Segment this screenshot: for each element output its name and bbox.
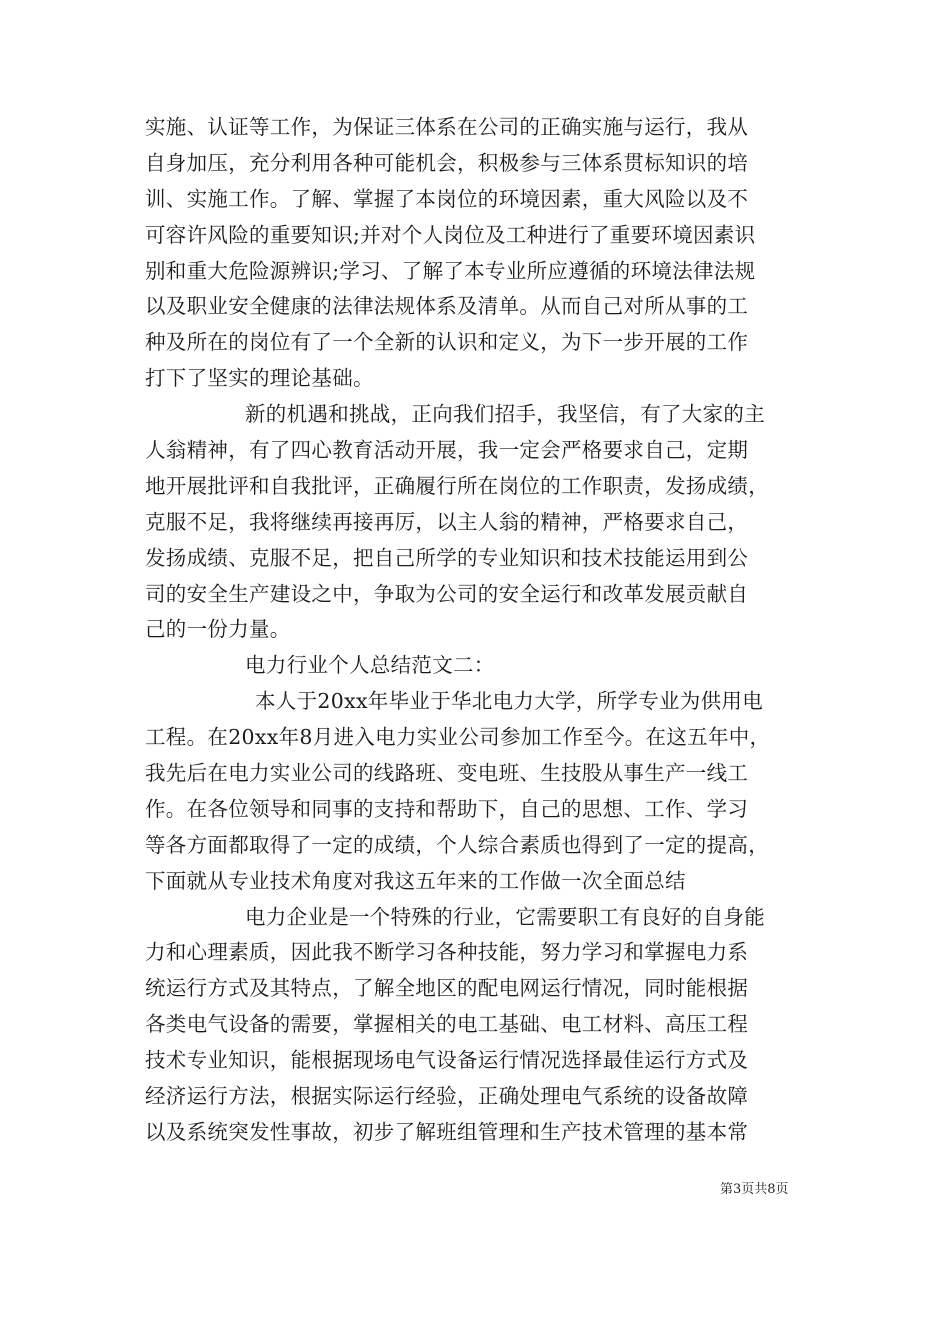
text-line: 作。在各位领导和同事的支持和帮助下，自己的思想、工作、学习: [145, 796, 749, 821]
page-number-footer: 第3页共8页: [720, 1182, 789, 1197]
text-line: 经济运行方法，根据实际运行经验，正确处理电气系统的设备故障: [145, 1084, 749, 1109]
text-line: 种及所在的岗位有了一个全新的认识和定义，为下一步开展的工作: [145, 330, 749, 355]
text-line: 以及职业安全健康的法律法规体系及清单。从而自己对所从事的工: [145, 294, 749, 319]
text-line: 统运行方式及其特点，了解全地区的配电网运行情况，同时能根据: [145, 976, 749, 1001]
text-line: 电力行业个人总结范文二：: [245, 653, 495, 678]
text-line: 地开展批评和自我批评，正确履行所在岗位的工作职责，发扬成绩，: [145, 473, 769, 498]
text-line: 实施、认证等工作，为保证三体系在公司的正确实施与运行，我从: [145, 115, 749, 139]
text-line: 各类电气设备的需要，掌握相关的电工基础、电工材料、高压工程: [145, 1012, 749, 1037]
text-line: 己的一份力量。: [145, 617, 291, 642]
paragraph: [145, 900, 825, 1151]
paragraph: [145, 397, 825, 648]
text-line: 新的机遇和挑战，正向我们招手，我坚信，有了大家的主: [245, 402, 765, 427]
text-line: 力和心理素质，因此我不断学习各种技能，努力学习和掌握电力系: [145, 940, 749, 965]
text-line: 工程。在20xx年8月进入电力实业公司参加工作至今。在这五年中，: [145, 725, 771, 750]
text-line: 等各方面都取得了一定的成绩，个人综合素质也得到了一定的提高，: [145, 832, 769, 857]
text-line: 技术专业知识，能根据现场电气设备运行情况选择最佳运行方式及: [145, 1048, 749, 1073]
text-line: 训、实施工作。了解、掌握了本岗位的环境因素，重大风险以及不: [145, 186, 749, 211]
text-line: 本人于20xx年毕业于华北电力大学，所学专业为供用电: [255, 689, 764, 714]
text-line: 自身加压，充分利用各种可能机会，积极参与三体系贯标知识的培: [145, 150, 749, 175]
text-line: 发扬成绩、克服不足，把自己所学的专业知识和技术技能运用到公: [145, 545, 749, 570]
text-line: 以及系统突发性事故，初步了解班组管理和生产技术管理的基本常: [145, 1119, 749, 1144]
text-line: 人翁精神，有了四心教育活动开展，我一定会严格要求自己，定期: [145, 438, 749, 463]
section-heading: [145, 648, 825, 684]
text-line: 电力企业是一个特殊的行业，它需要职工有良好的自身能: [245, 904, 765, 929]
paragraph: [145, 684, 825, 899]
paragraph: [145, 110, 825, 397]
text-line: 我先后在电力实业公司的线路班、变电班、生技股从事生产一线工: [145, 761, 749, 786]
text-line: 可容许风险的重要知识;并对个人岗位及工种进行了重要环境因素识: [145, 222, 756, 247]
text-line: 司的安全生产建设之中，争取为公司的安全运行和改革发展贡献自: [145, 581, 749, 606]
text-line: 打下了坚实的理论基础。: [145, 366, 374, 391]
text-line: 别和重大危险源辨识;学习、了解了本专业所应遵循的环境法律法规: [145, 258, 756, 283]
text-line: 下面就从专业技术角度对我这五年来的工作做一次全面总结: [145, 868, 686, 893]
document-body: [145, 110, 825, 1151]
text-line: 克服不足，我将继续再接再厉，以主人翁的精神，严格要求自己，: [145, 509, 749, 534]
